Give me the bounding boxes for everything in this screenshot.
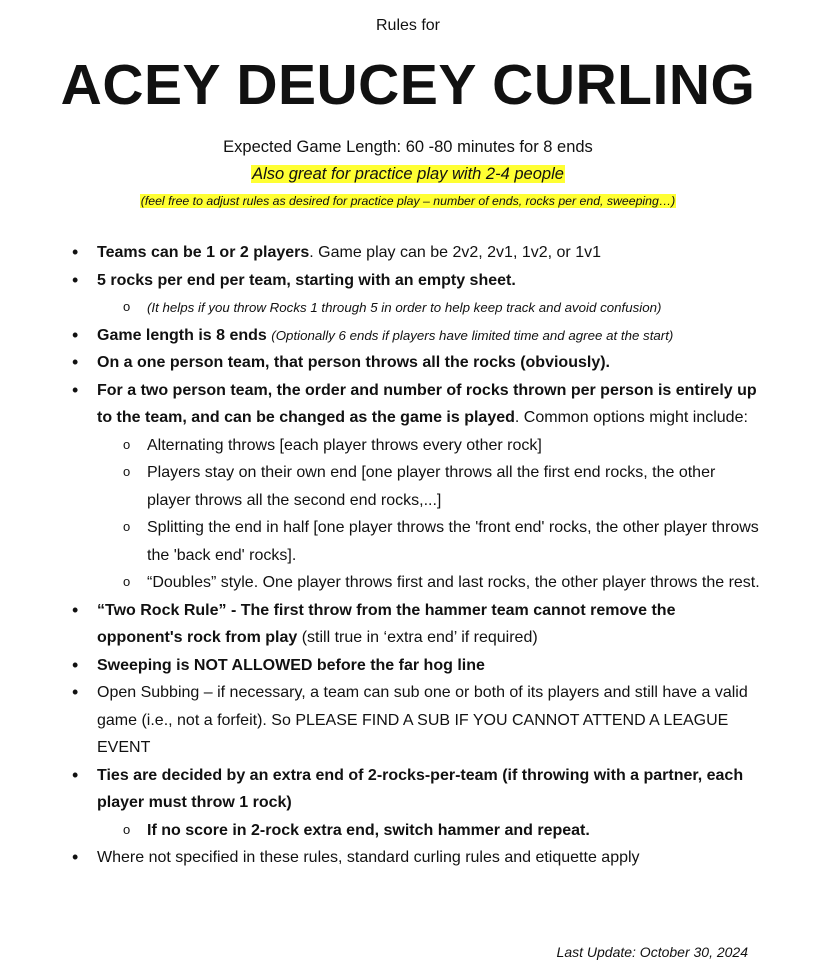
rule-sweeping [0, 652, 760, 680]
rule-team-size-rest: . Game play can be 2v2, 2v1, 1v2, or 1v1 [309, 244, 601, 261]
rules-list [0, 239, 760, 872]
rule-two-person-team [0, 377, 760, 597]
game-length: Expected Game Length: 60 -80 minutes for 8 ends [223, 138, 593, 156]
rule-two-rock [0, 597, 760, 652]
practice-note-text: Also great for practice play with 2-4 people [252, 165, 564, 183]
option-split-end: o Splitting the end in half [one player throws the 'front end' rocks, the other player throws the 'back end' rocks]. [97, 514, 760, 569]
adjust-note-text: (feel free to adjust rules as desired for practice play – number of ends, rocks per end, sweeping…) [140, 194, 676, 208]
rule-standard [0, 844, 760, 872]
rule-two-person-team-rest: . Common options might include: [514, 409, 748, 426]
rule-open-subbing [0, 679, 760, 762]
rule-one-person-team-bold: On a one person team, that person throws all the rocks (obviously). [97, 354, 610, 371]
rule-open-subbing-text: Open Subbing – if necessary, a team can sub one or both of its players and still have a valid game (i.e., not a forfeit). So PLEASE FIND A SUB IF YOU CANNOT ATTEND A LEAGUE EVENT [97, 684, 748, 756]
rule-ties-bold: Ties are decided by an extra end of 2-rocks-per-team (if throwing with a partner, each player must throw 1 rock) [97, 766, 744, 811]
option-doubles: o “Doubles” style. One player throws first and last rocks, the other player throws the rest. [97, 569, 760, 597]
last-update: Last Update: October 30, 2024 [556, 944, 748, 960]
option-alternating: o Alternating throws [each player throws every other rock] [97, 432, 760, 460]
rule-team-size-bold: Teams can be 1 or 2 players [97, 244, 310, 261]
rule-two-person-team-bold: For a two person team, the order and number of rocks thrown per person is entirely up to the team, and can be changed as the game is played [97, 381, 757, 426]
rule-ties [0, 762, 760, 845]
option-own-end: o Players stay on their own end [one player throws all the first end rocks, the other player throws all the second end rocks,...] [97, 459, 760, 514]
practice-note [0, 165, 816, 184]
rule-rocks-per-end-sublist [97, 294, 760, 322]
rule-ties-repeat [97, 817, 760, 845]
rule-ties-repeat-text: If no score in 2-rock extra end, switch hammer and repeat. [147, 821, 590, 839]
rule-team-size [0, 239, 760, 267]
page-title: ACEY DEUCEY CURLING [60, 53, 756, 117]
rule-game-length-bold: Game length is 8 ends [97, 326, 267, 344]
rule-rocks-per-end-tip [97, 294, 760, 322]
rule-game-length-note: (Optionally 6 ends if players have limited time and agree at the start) [271, 327, 674, 343]
rule-sweeping-bold: Sweeping is NOT ALLOWED before the far hog line [97, 656, 485, 674]
rule-one-person-team [0, 349, 760, 377]
adjust-note [0, 194, 816, 208]
title-prefix: Rules for [375, 17, 441, 34]
rule-two-person-options [97, 432, 760, 597]
rule-two-rock-rest: (still true in ‘extra end’ if required) [297, 629, 538, 646]
rule-rocks-per-end-tip-text: (It helps if you throw Rocks 1 through 5 in order to help keep track and avoid confusion) [147, 300, 662, 315]
rule-ties-sublist [97, 817, 760, 845]
rule-rocks-per-end-bold: 5 rocks per end per team, starting with an empty sheet. [97, 271, 516, 289]
rule-standard-text: Where not specified in these rules, standard curling rules and etiquette apply [97, 849, 640, 866]
rule-two-rock-bold: “Two Rock Rule” - The first throw from the hammer team cannot remove the opponent's rock from play [97, 601, 676, 646]
rule-rocks-per-end [0, 267, 760, 322]
rule-game-length [0, 322, 760, 350]
